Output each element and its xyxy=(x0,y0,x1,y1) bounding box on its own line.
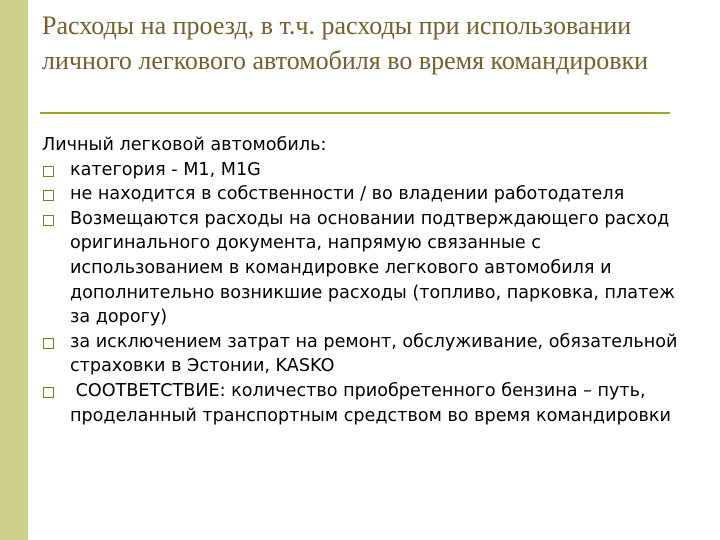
list-item xyxy=(42,207,682,330)
square-bullet-icon xyxy=(43,190,54,201)
list-item-text: Возмещаются расходы на основании подтверждающего расход оригинального документа, напрямую связанные с использованием в командировке легкового автомобиля и дополнительно возникшие расходы (топливо, парковка, платеж за дорогу) xyxy=(70,208,676,328)
bullet-list xyxy=(42,158,682,429)
title-divider xyxy=(40,112,670,114)
side-accent-bar xyxy=(0,0,28,540)
list-item xyxy=(42,182,682,207)
list-item-text: СООТВЕТСТВИЕ: количество приобретенного бензина – путь, проделанный транспортным средством во время командировки xyxy=(70,380,671,426)
slide-body xyxy=(42,133,682,428)
list-item xyxy=(42,330,682,379)
list-item xyxy=(42,379,682,428)
square-bullet-icon xyxy=(43,387,54,398)
list-item-text: категория - M1, M1G xyxy=(70,159,261,180)
slide-title: Расходы на проезд, в т.ч. расходы при использовании личного легкового автомобиля во время командировки xyxy=(42,11,649,75)
list-item-text: за исключением затрат на ремонт, обслуживание, обязательной страховки в Эстонии, KASKO xyxy=(70,331,678,377)
square-bullet-icon xyxy=(43,338,54,349)
square-bullet-icon xyxy=(43,215,54,226)
list-item xyxy=(42,158,682,183)
intro-text: Личный легковой автомобиль: xyxy=(42,135,327,155)
list-item-text: не находится в собственности / во владении работодателя xyxy=(70,184,625,205)
square-bullet-icon xyxy=(43,166,54,177)
